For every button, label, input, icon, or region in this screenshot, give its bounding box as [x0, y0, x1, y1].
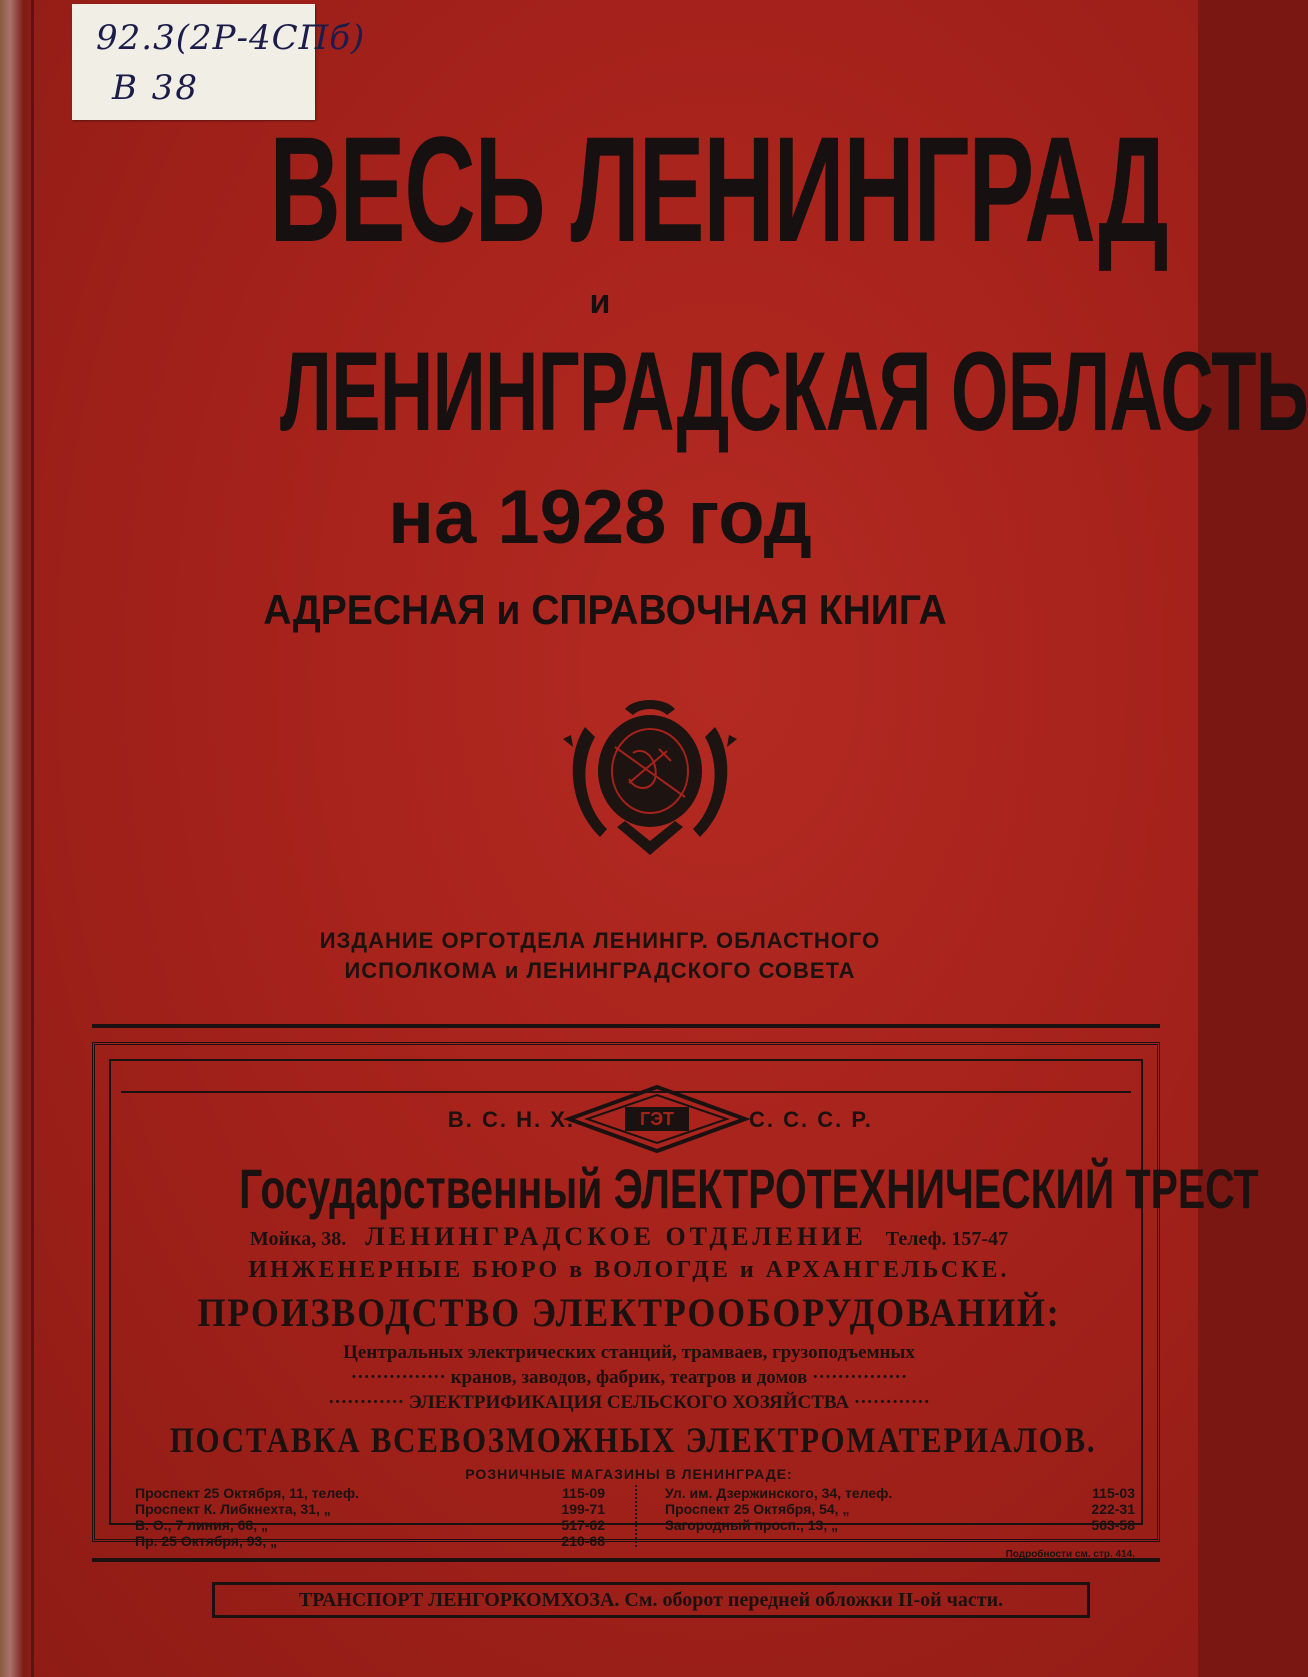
transport-note: ТРАНСПОРТ ЛЕНГОРКОМХОЗА. См. оборот передней обложки II-ой части.	[212, 1582, 1090, 1618]
ad-shops-note: Подробности см. стр. 414.	[1005, 1549, 1135, 1560]
ad-branch-name: ЛЕНИНГРАДСКОЕ ОТДЕЛЕНИЕ	[365, 1222, 867, 1251]
shop-phone: 199-71	[561, 1501, 605, 1517]
ad-production: ПРОИЗВОДСТВО ЭЛЕКТРООБОРУДОВАНИЙ:	[197, 1290, 1061, 1335]
shop-address: Пр. 25 Октября, 93, „	[135, 1533, 278, 1549]
shops-divider	[635, 1485, 637, 1547]
ad-shops-title: РОЗНИЧНЫЕ МАГАЗИНЫ В ЛЕНИНГРАДЕ:	[465, 1466, 793, 1482]
title-year: на 1928 год	[388, 475, 812, 560]
ad-address: Мойка, 38.	[249, 1228, 347, 1250]
ad-prod-line1: Центральных электрических станций, трамваев, грузоподъемных	[343, 1342, 915, 1363]
shop-address: Ул. им. Дзержинского, 34, телеф.	[665, 1485, 893, 1501]
ad-abbr-sssr: С. С. С. Р.	[749, 1107, 873, 1132]
shop-address: Проспект 25 Октября, 11, телеф.	[135, 1485, 359, 1501]
ad-prod-line2: ··············· кранов, заводов, фабрик, театров и домов ···············	[350, 1367, 908, 1388]
shop-row	[135, 1533, 605, 1549]
ad-bureau: ИНЖЕНЕРНЫЕ БЮРО в ВОЛОГДЕ и АРХАНГЕЛЬСКЕ.	[248, 1257, 1010, 1283]
ad-prod-line3: ············ ЭЛЕКТРИФИКАЦИЯ СЕЛЬСКОГО ХОЗЯЙСТВА ············	[328, 1392, 930, 1413]
shop-address: В. О., 7 линия, 68, „	[135, 1517, 268, 1533]
library-shelf-label	[72, 4, 366, 120]
shop-row	[665, 1485, 1135, 1501]
shop-row	[135, 1517, 605, 1533]
shop-row	[665, 1501, 1135, 1517]
shelf-mark-line1: 92.3(2Р-4СПб)	[96, 18, 366, 58]
shop-phone: 210-68	[561, 1533, 605, 1549]
shop-row	[135, 1501, 605, 1517]
state-emblem-icon	[555, 687, 745, 859]
publisher-line1: ИЗДАНИЕ ОРГОТДЕЛА ЛЕНИНГР. ОБЛАСТНОГО	[319, 928, 881, 953]
shop-row	[665, 1517, 1135, 1533]
book-spine	[0, 0, 34, 1677]
shop-phone: 115-03	[1092, 1485, 1135, 1501]
ad-frame	[92, 1042, 1259, 1560]
ad-phone: Телеф. 157-47	[885, 1228, 1009, 1250]
ad-trust-name: Государственный ЭЛЕКТРОТЕХНИЧЕСКИЙ ТРЕСТ	[239, 1157, 1259, 1220]
shop-phone: 115-09	[562, 1485, 605, 1501]
title-line2: ЛЕНИНГРАДСКАЯ ОБЛАСТЬ	[280, 329, 1308, 454]
ad-shops-right	[665, 1485, 1135, 1533]
shop-row	[135, 1485, 605, 1501]
shop-address: Загородный просп., 13, „	[665, 1517, 839, 1533]
ad-abbr-vsnh: В. С. Н. Х.	[447, 1107, 575, 1132]
publisher-info	[300, 926, 900, 986]
shop-phone: 222-31	[1091, 1501, 1135, 1517]
title-conjunction: и	[589, 283, 611, 321]
shop-phone: 517-62	[561, 1517, 605, 1533]
advertisement-block	[92, 1024, 1259, 1562]
shop-address: Проспект К. Либкнехта, 31, „	[135, 1501, 331, 1517]
shop-address: Проспект 25 Октября, 54, „	[665, 1501, 850, 1517]
logo-text: ГЭТ	[639, 1109, 675, 1129]
ad-shops-list	[135, 1485, 1135, 1560]
get-logo-icon	[565, 1083, 749, 1155]
shop-phone: 563-58	[1091, 1517, 1135, 1533]
ad-branch-line	[95, 1223, 1163, 1253]
ad-supply: ПОСТАВКА ВСЕВОЗМОЖНЫХ ЭЛЕКТРОМАТЕРИАЛОВ.	[169, 1420, 1097, 1460]
subtitle: АДРЕСНАЯ и СПРАВОЧНАЯ КНИГА	[263, 586, 947, 633]
publisher-line2: ИСПОЛКОМА и ЛЕНИНГРАДСКОГО СОВЕТА	[344, 958, 856, 983]
ad-shops-left	[135, 1485, 605, 1549]
title-line1: ВЕСЬ ЛЕНИНГРАД	[269, 105, 1168, 273]
shelf-mark-line2: В 38	[112, 68, 200, 108]
